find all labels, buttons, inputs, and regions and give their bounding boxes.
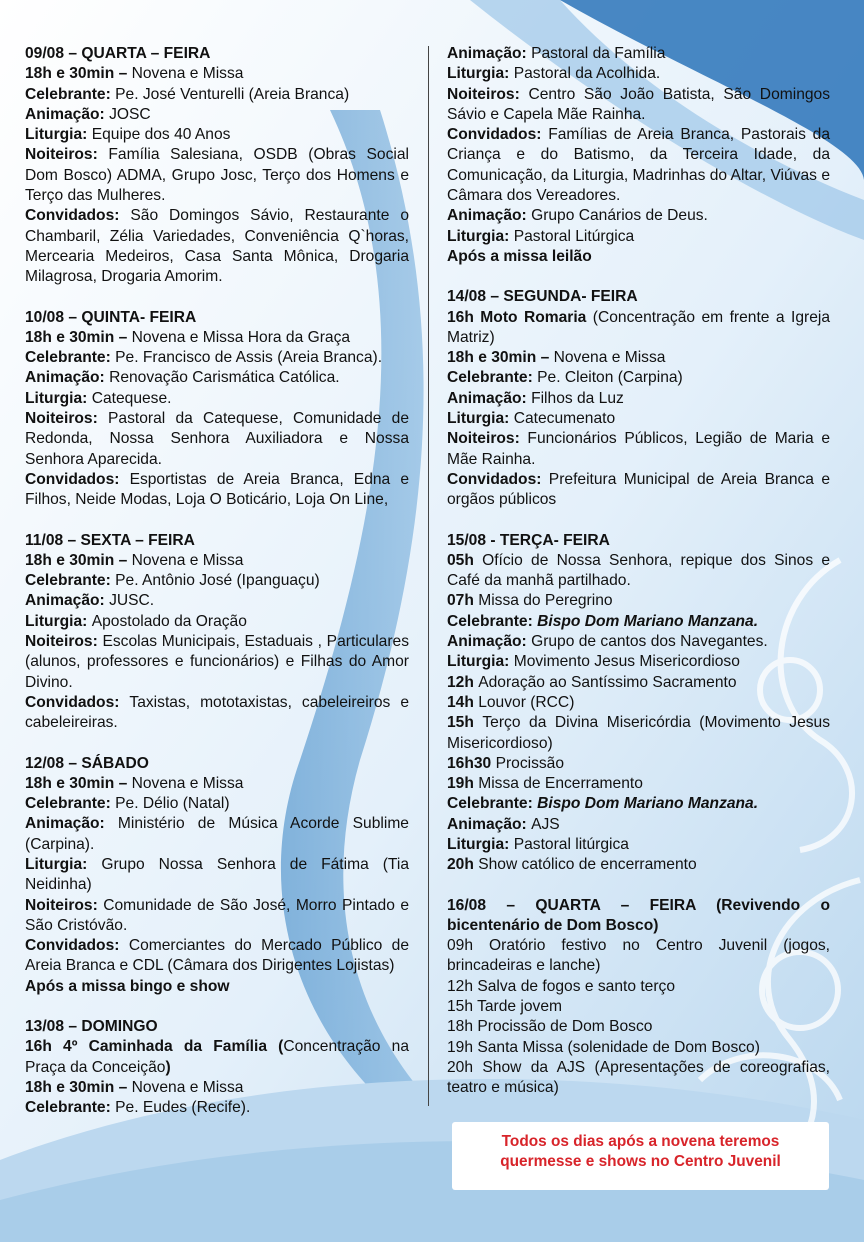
schedule-line bbox=[447, 815, 830, 835]
text-run: Liturgia: bbox=[447, 65, 514, 83]
text-run: Após a missa bingo e show bbox=[25, 977, 230, 995]
text-run: Centro São João Batista, São Domingos Sávio e Capela Mãe Rainha. bbox=[447, 85, 831, 123]
schedule-line bbox=[447, 64, 830, 84]
schedule-line bbox=[447, 652, 830, 672]
text-run: 09h Oratório festivo no Centro Juvenil (jogos, brincadeiras e lanche) bbox=[447, 937, 830, 975]
text-run: São Domingos Sávio, Restaurante o Chambaril, Zélia Variedades, Conveniência Q`horas, Mercearia Medeiros, Casa Santa Mônica, Drogaria Milagrosa, Drogaria Amorim. bbox=[25, 207, 410, 286]
text-run: 07h bbox=[447, 592, 479, 610]
text-run: Adoração ao Santíssimo Sacramento bbox=[478, 673, 737, 691]
column-divider bbox=[428, 46, 429, 1106]
text-run: Grupo Canários de Deus. bbox=[531, 207, 708, 225]
text-run: Louvor (RCC) bbox=[478, 693, 575, 711]
schedule-line bbox=[447, 693, 830, 713]
text-run: Bispo Dom Mariano Manzana. bbox=[537, 612, 759, 630]
text-run: Novena e Missa Hora da Graça bbox=[131, 328, 351, 346]
schedule-line bbox=[447, 1038, 830, 1058]
text-run: AJS bbox=[531, 815, 560, 833]
schedule-line bbox=[25, 1078, 409, 1098]
schedule-line bbox=[25, 409, 409, 470]
schedule-line bbox=[25, 105, 409, 125]
text-run: 18h Procissão de Dom Bosco bbox=[447, 1018, 653, 1036]
text-run: Novena e Missa bbox=[131, 551, 244, 569]
text-run: Celebrante: bbox=[25, 349, 116, 367]
schedule-line bbox=[447, 1017, 830, 1037]
text-run: Animação: bbox=[25, 369, 110, 387]
text-run: 16/08 – QUARTA – FEIRA (Revivendo o bicentenário de Dom Bosco) bbox=[447, 896, 830, 934]
text-run: Movimento Jesus Misericordioso bbox=[513, 653, 740, 671]
text-run: Liturgia: bbox=[447, 835, 514, 853]
text-run: Bispo Dom Mariano Manzana. bbox=[537, 795, 759, 813]
schedule-line bbox=[25, 328, 409, 348]
text-run: Animação: bbox=[447, 207, 532, 225]
schedule-day bbox=[25, 44, 409, 288]
schedule-line bbox=[447, 754, 830, 774]
text-run: 18h e 30min – bbox=[25, 1078, 132, 1096]
schedule-line bbox=[447, 774, 830, 794]
schedule-line bbox=[447, 713, 830, 754]
schedule-line bbox=[447, 1058, 830, 1099]
text-run: Convidados: bbox=[447, 126, 549, 144]
schedule-line bbox=[25, 855, 409, 896]
text-run: 16h30 bbox=[447, 754, 496, 772]
schedule-line bbox=[447, 206, 830, 226]
schedule-day bbox=[25, 531, 409, 734]
schedule-line bbox=[447, 389, 830, 409]
schedule-line bbox=[25, 85, 409, 105]
schedule-line bbox=[447, 794, 830, 814]
schedule-line bbox=[447, 936, 830, 977]
text-run: 15h Tarde jovem bbox=[447, 998, 563, 1016]
schedule-line bbox=[25, 125, 409, 145]
schedule-line bbox=[447, 247, 830, 267]
schedule-line bbox=[447, 227, 830, 247]
text-run: Liturgia: bbox=[447, 227, 514, 245]
text-run: Esportistas de Areia Branca, Edna e Filhos, Neide Modas, Loja O Boticário, Loja On Line, bbox=[25, 470, 410, 509]
text-run: 16h 4º Caminhada da Família ( bbox=[25, 1038, 284, 1056]
schedule-line bbox=[447, 44, 830, 64]
text-run: Missa de Encerramento bbox=[478, 775, 643, 793]
text-run: 19h Santa Missa (solenidade de Dom Bosco) bbox=[447, 1038, 760, 1056]
text-run: Noiteiros: bbox=[447, 430, 528, 448]
schedule-line bbox=[25, 632, 409, 693]
text-run: Famílias de Areia Branca, Pastorais da Criança e do Batismo, da Terceira Idade, da Comunicação, da Liturgia, Madrinhas do Altar, Viúvas e Câmara dos Vereadores. bbox=[447, 126, 831, 205]
text-run: JUSC. bbox=[109, 592, 155, 610]
text-run: 20h bbox=[447, 856, 479, 874]
schedule-line bbox=[25, 348, 409, 368]
text-run: Novena e Missa bbox=[131, 774, 244, 792]
schedule-line bbox=[25, 896, 409, 937]
text-run: 20h Show da AJS (Apresentações de coreografias, teatro e música) bbox=[447, 1058, 830, 1097]
schedule-line bbox=[447, 632, 830, 652]
text-run: 16h Moto Romaria bbox=[447, 308, 593, 326]
text-run: 15/08 - TERÇA- FEIRA bbox=[447, 531, 610, 549]
schedule-line bbox=[447, 977, 830, 997]
text-run: 18h e 30min – bbox=[25, 65, 132, 83]
schedule-day bbox=[447, 896, 830, 1099]
schedule-line bbox=[447, 531, 830, 551]
schedule-line bbox=[25, 774, 409, 794]
text-run: Família Salesiana, OSDB (Obras Social Dom Bosco) ADMA, Grupo Josc, Terço dos Homens e Terço das Mulheres. bbox=[25, 146, 410, 205]
text-run: Pastoral litúrgica bbox=[513, 835, 629, 853]
text-run: 09/08 – QUARTA – FEIRA bbox=[25, 45, 211, 62]
schedule-line bbox=[25, 754, 409, 774]
text-run: Animação: bbox=[447, 815, 532, 833]
text-run: Funcionários Públicos, Legião de Maria e Mãe Rainha. bbox=[447, 430, 830, 468]
text-run: Liturgia: bbox=[447, 653, 514, 671]
text-run: 18h e 30min – bbox=[447, 349, 554, 367]
text-run: Noiteiros: bbox=[25, 896, 104, 914]
text-run: Convidados: bbox=[25, 937, 129, 955]
schedule-line bbox=[25, 936, 409, 977]
text-run: 14h bbox=[447, 693, 479, 711]
notice-line-2: quermesse e shows no Centro Juvenil bbox=[500, 1153, 781, 1170]
text-run: Animação: bbox=[25, 815, 118, 833]
text-run: Liturgia: bbox=[25, 389, 92, 407]
schedule-line bbox=[447, 308, 830, 349]
text-run: Missa do Peregrino bbox=[478, 592, 613, 610]
schedule-line bbox=[447, 612, 830, 632]
text-run: Pe. Eudes (Recife). bbox=[115, 1099, 251, 1117]
text-run: 11/08 – SEXTA – FEIRA bbox=[25, 531, 195, 549]
text-run: Convidados: bbox=[25, 470, 130, 488]
text-run: Terço da Divina Misericórdia (Movimento Jesus Misericordioso) bbox=[447, 714, 831, 752]
text-run: (Concentração em frente a Igreja Matriz) bbox=[447, 308, 831, 346]
text-run: Animação: bbox=[447, 389, 532, 407]
schedule-line bbox=[25, 571, 409, 591]
text-run: Catequese. bbox=[91, 389, 172, 407]
text-run: Novena e Missa bbox=[131, 1078, 244, 1096]
text-run: Noiteiros: bbox=[25, 410, 109, 428]
text-run: Novena e Missa bbox=[553, 349, 666, 367]
text-run: Celebrante: bbox=[25, 572, 116, 590]
text-run: Animação: bbox=[447, 633, 532, 651]
text-run: Animação: bbox=[447, 45, 532, 62]
text-run: Pastoral Litúrgica bbox=[513, 227, 635, 245]
text-run: 14/08 – SEGUNDA- FEIRA bbox=[447, 288, 638, 306]
text-run: Taxistas, mototaxistas, cabeleireiros e cabeleireiras. bbox=[25, 693, 409, 732]
text-run: 12h bbox=[447, 673, 479, 691]
text-run: 18h e 30min – bbox=[25, 328, 132, 346]
schedule-day bbox=[447, 44, 830, 267]
text-run: Pastoral da Catequese, Comunidade de Redonda, Nossa Senhora Auxiliadora e Nossa Senhora Aparecida. bbox=[25, 410, 410, 468]
schedule-line bbox=[25, 389, 409, 409]
text-run: Noiteiros: bbox=[25, 633, 103, 651]
schedule-day bbox=[25, 754, 409, 998]
text-run: Prefeitura Municipal de Areia Branca e orgãos públicos bbox=[447, 470, 831, 509]
text-run: 18h e 30min – bbox=[25, 551, 132, 569]
schedule-line bbox=[447, 125, 830, 206]
schedule-day bbox=[25, 308, 409, 511]
schedule-line bbox=[25, 693, 409, 734]
text-run: Ministério de Música Acorde Sublime (Carpina). bbox=[25, 815, 409, 853]
schedule-line bbox=[447, 855, 830, 875]
text-run: Noiteiros: bbox=[25, 146, 109, 164]
left-column bbox=[25, 44, 409, 1139]
schedule-line bbox=[25, 1098, 409, 1118]
text-run: ) bbox=[165, 1058, 171, 1076]
schedule-line bbox=[447, 368, 830, 388]
text-run: 18h e 30min – bbox=[25, 774, 132, 792]
schedule-line bbox=[25, 206, 409, 287]
schedule-line bbox=[25, 612, 409, 632]
text-run: Comunidade de São José, Morro Pintado e São Cristóvão. bbox=[25, 896, 410, 934]
schedule-line bbox=[25, 531, 409, 551]
text-run: 05h bbox=[447, 551, 483, 569]
text-run: Celebrante: bbox=[25, 85, 116, 103]
schedule-line bbox=[447, 470, 830, 511]
text-run: Celebrante: bbox=[447, 369, 538, 387]
schedule-day bbox=[447, 531, 830, 876]
text-run: Renovação Carismática Católica. bbox=[109, 369, 340, 387]
text-run: Pe. Délio (Natal) bbox=[115, 795, 230, 813]
text-run: Celebrante: bbox=[25, 795, 116, 813]
text-run: Pe. Francisco de Assis (Areia Branca). bbox=[115, 349, 383, 367]
text-run: Apostolado da Oração bbox=[91, 612, 247, 630]
schedule-line bbox=[25, 1037, 409, 1078]
right-column bbox=[447, 44, 830, 1119]
schedule-line bbox=[447, 85, 830, 126]
text-run: Liturgia: bbox=[25, 126, 92, 144]
schedule-line bbox=[447, 591, 830, 611]
text-run: Catecumenato bbox=[513, 410, 616, 428]
text-run: Pastoral da Família bbox=[531, 45, 666, 62]
text-run: 10/08 – QUINTA- FEIRA bbox=[25, 308, 197, 326]
text-run: Convidados: bbox=[447, 470, 549, 488]
text-run: Pe. Antônio José (Ipanguaçu) bbox=[115, 572, 320, 590]
text-run: Animação: bbox=[25, 105, 110, 123]
schedule-line bbox=[25, 308, 409, 328]
text-run: Liturgia: bbox=[25, 612, 92, 630]
text-run: Pastoral da Acolhida. bbox=[513, 65, 661, 83]
schedule-line bbox=[447, 348, 830, 368]
text-run: Celebrante: bbox=[447, 612, 538, 630]
text-run: Liturgia: bbox=[25, 855, 102, 873]
notice-box bbox=[452, 1122, 829, 1190]
text-run: Novena e Missa bbox=[131, 65, 244, 83]
text-run: Celebrante: bbox=[25, 1099, 116, 1117]
schedule-line bbox=[25, 470, 409, 511]
text-run: JOSC bbox=[109, 105, 151, 123]
text-run: Pe. Cleiton (Carpina) bbox=[537, 369, 683, 387]
text-run: Após a missa leilão bbox=[447, 247, 592, 265]
text-run: Liturgia: bbox=[447, 410, 514, 428]
schedule-line bbox=[447, 551, 830, 592]
schedule-line bbox=[447, 409, 830, 429]
text-run: Noiteiros: bbox=[447, 85, 529, 103]
text-run: Show católico de encerramento bbox=[478, 856, 697, 874]
text-run: 12h Salva de fogos e santo terço bbox=[447, 977, 675, 995]
text-run: Ofício de Nossa Senhora, repique dos Sinos e Café da manhã partilhado. bbox=[447, 551, 831, 590]
text-run: Grupo de cantos dos Navegantes. bbox=[531, 633, 768, 651]
text-run: 12/08 – SÁBADO bbox=[25, 754, 149, 772]
text-run: Celebrante: bbox=[447, 795, 538, 813]
text-run: Filhos da Luz bbox=[531, 389, 624, 407]
text-run: Grupo Nossa Senhora de Fátima (Tia Neidinha) bbox=[25, 855, 409, 894]
schedule-line bbox=[447, 287, 830, 307]
schedule-line bbox=[25, 794, 409, 814]
schedule-line bbox=[25, 64, 409, 84]
schedule-line bbox=[25, 551, 409, 571]
schedule-day bbox=[447, 287, 830, 510]
text-run: Comerciantes do Mercado Público de Areia Branca e CDL (Câmara dos Dirigentes Lojistas) bbox=[25, 937, 410, 975]
text-run: Procissão bbox=[495, 754, 565, 772]
text-run: Pe. José Venturelli (Areia Branca) bbox=[115, 85, 350, 103]
schedule-line bbox=[25, 591, 409, 611]
text-run: Escolas Municipais, Estaduais , Particulares (alunos, professores e funcionários) e Filhas do Amor Divino. bbox=[25, 633, 410, 691]
schedule-line bbox=[447, 997, 830, 1017]
schedule-line bbox=[25, 145, 409, 206]
schedule-line bbox=[447, 429, 830, 470]
schedule-day bbox=[25, 1017, 409, 1118]
text-run: Animação: bbox=[25, 592, 110, 610]
schedule-line bbox=[25, 1017, 409, 1037]
schedule-line bbox=[25, 977, 409, 997]
text-run: Convidados: bbox=[25, 693, 130, 711]
schedule-line bbox=[447, 896, 830, 937]
text-run: Concentração na Praça da Conceição bbox=[25, 1038, 409, 1076]
schedule-line bbox=[447, 673, 830, 693]
schedule-line bbox=[25, 368, 409, 388]
text-run: Convidados: bbox=[25, 207, 131, 225]
schedule-line bbox=[25, 814, 409, 855]
schedule-line bbox=[447, 835, 830, 855]
notice-line-1: Todos os dias após a novena teremos bbox=[501, 1133, 780, 1150]
text-run: 13/08 – DOMINGO bbox=[25, 1018, 158, 1036]
text-run: Equipe dos 40 Anos bbox=[91, 126, 231, 144]
text-run: 19h bbox=[447, 775, 479, 793]
text-run: 15h bbox=[447, 714, 483, 732]
schedule-line bbox=[25, 44, 409, 64]
